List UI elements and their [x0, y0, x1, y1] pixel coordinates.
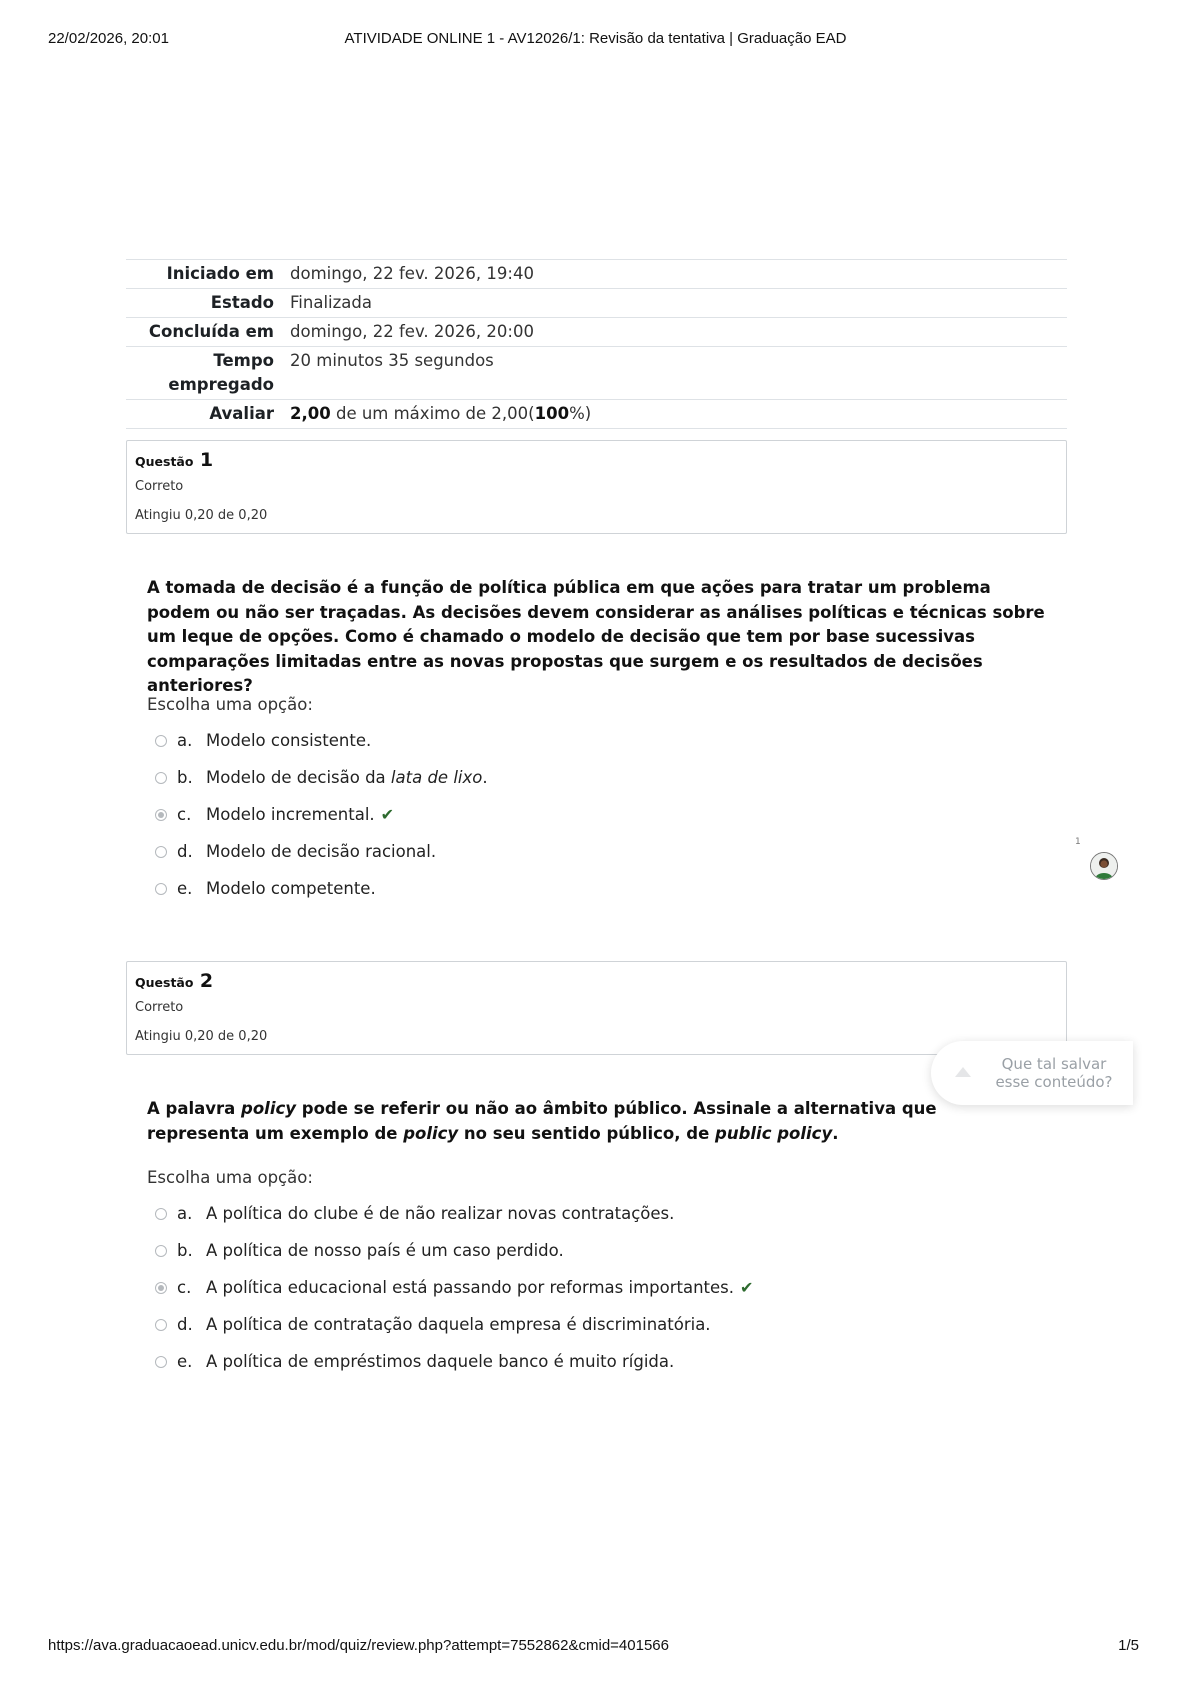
correct-check-icon: ✔ [740, 1278, 754, 1297]
option-text: A política de nosso país é um caso perdido. [206, 1241, 564, 1260]
summary-row-grade [126, 400, 1067, 429]
question-text-italic: public policy [715, 1123, 833, 1143]
option-text: Modelo consistente. [206, 731, 372, 750]
question-grade: Atingiu 0,20 de 0,20 [135, 508, 268, 523]
question-2-info [126, 961, 1067, 1055]
option-e[interactable] [155, 870, 488, 907]
summary-label: Concluída em [126, 318, 282, 347]
save-content-text: Que tal salvar esse conteúdo? [995, 1055, 1113, 1091]
option-text: A política de empréstimos daquele banco é muito rígida. [206, 1352, 675, 1371]
print-datetime: 22/02/2026, 20:01 [48, 30, 169, 47]
question-1-text: A tomada de decisão é a função de política pública em que ações para tratar um problema podem ou não ser traçadas. As decisões devem considerar as análises políticas e técnicas sobre um leque de opções. Como é chamado o modelo de decisão que tem por base sucessivas comparações limitadas entre as novas propostas que surgem e os resultados de decisões anteriores? [147, 578, 1045, 695]
summary-value: 20 minutos 35 segundos [282, 347, 1067, 400]
summary-value: Finalizada [282, 289, 1067, 318]
radio-button[interactable] [155, 1245, 167, 1257]
option-text: A política educacional está passando por reformas importantes. [206, 1278, 734, 1297]
grade-text: de um máximo de 2,00( [335, 404, 535, 423]
option-letter: c. [177, 1278, 192, 1297]
user-avatar-icon[interactable] [1090, 852, 1118, 880]
question-number [135, 970, 213, 992]
grade-percent: 100 [534, 404, 570, 423]
question-num: 2 [199, 970, 214, 992]
grade-score: 2,00 [290, 404, 331, 423]
option-text-part: . [482, 768, 488, 787]
attempt-summary-table [126, 259, 1067, 429]
correct-check-icon: ✔ [380, 805, 395, 824]
option-text-part: Modelo de decisão da [206, 768, 391, 787]
question-text-italic: policy [241, 1099, 297, 1118]
radio-button[interactable] [155, 1319, 167, 1331]
option-letter: c. [177, 805, 192, 824]
option-e[interactable] [155, 1343, 753, 1380]
save-content-bubble[interactable] [931, 1041, 1133, 1105]
option-text-italic: lata de lixo [390, 768, 483, 787]
option-d[interactable] [155, 833, 488, 870]
summary-label: Avaliar [126, 400, 282, 429]
save-up-icon [951, 1061, 975, 1085]
question-text-italic: policy [403, 1123, 459, 1143]
print-header [48, 30, 1143, 50]
option-letter: d. [177, 842, 193, 861]
summary-label [126, 347, 282, 400]
option-text: Modelo incremental. [206, 805, 375, 824]
option-letter: b. [177, 768, 193, 787]
option-d[interactable] [155, 1306, 753, 1343]
summary-label: Estado [126, 289, 282, 318]
radio-button-selected[interactable] [155, 809, 167, 821]
summary-label-part: Tempo [213, 351, 274, 370]
option-c[interactable] [155, 796, 488, 833]
radio-button[interactable] [155, 1356, 167, 1368]
summary-row-started [126, 260, 1067, 289]
option-letter: e. [177, 879, 193, 898]
print-footer [48, 1637, 1143, 1657]
question-grade: Atingiu 0,20 de 0,20 [135, 1029, 268, 1044]
option-letter: d. [177, 1315, 193, 1334]
option-text: Modelo de decisão racional. [206, 842, 437, 861]
question-state: Correto [135, 1000, 184, 1015]
summary-value: domingo, 22 fev. 2026, 19:40 [282, 260, 1067, 289]
question-2-options [155, 1195, 753, 1380]
question-number [135, 449, 213, 471]
radio-button[interactable] [155, 846, 167, 858]
option-text: Modelo competente. [206, 879, 376, 898]
option-text: A política do clube é de não realizar novas contratações. [206, 1204, 675, 1223]
option-letter: a. [177, 731, 193, 750]
option-text [206, 768, 488, 787]
question-2-text [147, 1097, 1007, 1146]
summary-row-state [126, 289, 1067, 318]
summary-row-completed [126, 318, 1067, 347]
question-1-options [155, 722, 488, 907]
print-title: ATIVIDADE ONLINE 1 - AV12026/1: Revisão da tentativa | Graduação EAD [344, 30, 847, 47]
question-state: Correto [135, 479, 184, 494]
question-text-part: no seu sentido público, de [458, 1123, 716, 1143]
print-page-number: 1/5 [1118, 1637, 1139, 1654]
option-letter: b. [177, 1241, 193, 1260]
radio-button[interactable] [155, 735, 167, 747]
question-text-part: . [832, 1123, 839, 1143]
summary-value: domingo, 22 fev. 2026, 20:00 [282, 318, 1067, 347]
option-text: A política de contratação daquela empresa é discriminatória. [206, 1315, 711, 1334]
radio-button[interactable] [155, 772, 167, 784]
comment-count-badge: 1 [1075, 837, 1081, 847]
option-b[interactable] [155, 759, 488, 796]
option-a[interactable] [155, 1195, 753, 1232]
question-1-info [126, 440, 1067, 534]
question-2-prompt: Escolha uma opção: [147, 1168, 313, 1187]
question-label: Questão [135, 454, 194, 469]
radio-button[interactable] [155, 883, 167, 895]
summary-row-time [126, 347, 1067, 400]
summary-label: Iniciado em [126, 260, 282, 289]
option-b[interactable] [155, 1232, 753, 1269]
grade-text-end: %) [569, 404, 592, 423]
question-label: Questão [135, 975, 194, 990]
radio-button[interactable] [155, 1208, 167, 1220]
question-1-prompt: Escolha uma opção: [147, 695, 313, 714]
summary-value [282, 400, 1067, 429]
option-a[interactable] [155, 722, 488, 759]
question-num: 1 [199, 449, 214, 471]
question-text-part: A palavra [147, 1099, 242, 1118]
question-text-part: pode se referir ou não ao âmbito público. Assinale a alternativa que representa um exemplo de [147, 1099, 937, 1143]
print-url: https://ava.graduacaoead.unicv.edu.br/mod/quiz/review.php?attempt=7552862&cmid=401566 [48, 1637, 669, 1654]
radio-button-selected[interactable] [155, 1282, 167, 1294]
option-letter: a. [177, 1204, 193, 1223]
option-c[interactable] [155, 1269, 753, 1306]
option-letter: e. [177, 1352, 193, 1371]
summary-label-part: empregado [168, 375, 274, 394]
